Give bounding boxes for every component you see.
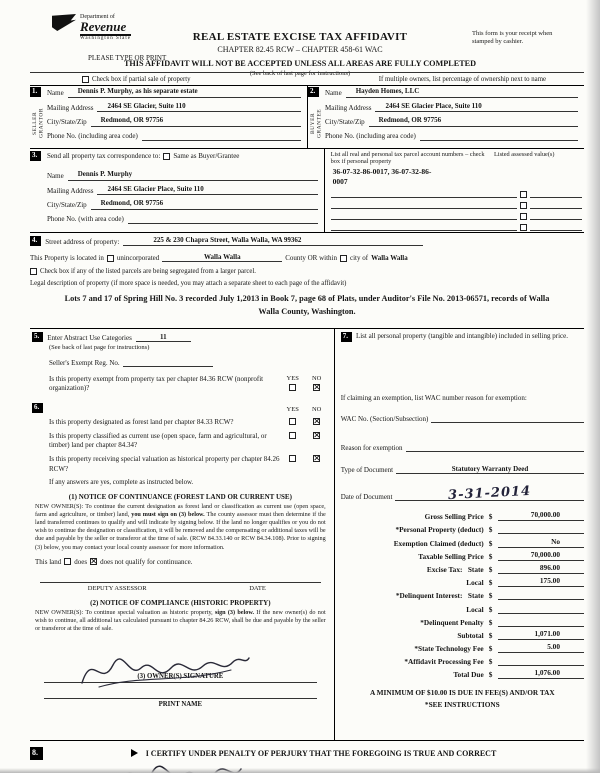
money-value-field[interactable]: 896.00 [498,563,584,574]
form-title: REAL ESTATE EXCISE TAX AFFIDAVIT [192,31,408,43]
print-name-line[interactable] [44,698,317,699]
city-of-label: city of [350,254,369,262]
money-value-field[interactable] [498,657,584,666]
assessed-values-header: Listed assessed value(s) [493,151,555,158]
buyer-name-field[interactable]: Hayden Homes, LLC [346,88,578,98]
partial-sale-label: Check box if partial sale of property [92,75,191,83]
dor-flag-icon [52,14,76,31]
wac-number-field[interactable] [431,415,584,423]
seller-phone-field[interactable] [142,132,301,141]
money-label: Local [466,578,484,588]
multiple-owners-note: If multiple owners, list percentage of ownership next to name [378,75,546,83]
wac-number-label: WAC No. (Section/Subsection) [340,415,429,423]
corr-mailing-field[interactable]: 2464 SE Glacier Place, Suite 110 [97,186,317,196]
does-not-label: does not qualify for continuance. [100,557,193,566]
dollar-sign: $ [488,670,493,680]
parcel-header: List all real and personal tax parcel account numbers – check box if personal property [330,151,485,166]
section-5-number: 5. [32,332,43,342]
parcel-row [331,209,582,220]
question-text: Is this property exempt from property tax per chapter 84.36 RCW (nonprofit organization)? [49,375,264,393]
corr-phone-field[interactable] [128,215,318,224]
checkbox-land-does-not[interactable] [90,558,97,565]
money-label: *Personal Property (deduct) [395,525,484,535]
type-or-print-label: PLEASE TYPE OR PRINT [88,54,167,62]
dollar-sign: $ [488,604,493,614]
seller-name-field[interactable]: Dennis P. Murphy, as his separate estate [68,88,301,98]
question-text: Is this property classified as current use (open space, farm and agricultural, or timber) land per chapter 84.34? [49,432,267,450]
question-current-use [32,432,329,450]
dollar-sign: $ [488,657,493,667]
personal-property-blank-area[interactable] [341,342,584,394]
exempt-reg-field[interactable] [123,359,213,367]
send-correspondence-label: Send all property tax correspondence to: [47,152,161,160]
document-type-field[interactable]: Statutory Warranty Deed [396,465,584,474]
date-label: DATE [249,584,266,592]
corr-name-field[interactable]: Dennis P. Murphy [68,171,318,181]
checkbox-partial-sale[interactable] [82,76,89,83]
buyer-grantee-label: BUYER GRANTEE [310,108,323,138]
money-row-excise-state [341,561,584,574]
same-as-buyer-label: Same as Buyer/Grantee [173,152,240,160]
money-row-processing-fee [341,653,584,666]
section-3-correspondence [30,148,584,232]
document-date-field[interactable] [395,483,584,504]
street-address-label: Street address of property: [45,238,120,246]
dollar-sign: $ [488,512,493,522]
money-row-personal [341,521,584,534]
this-land-label: This land [35,557,62,566]
corr-mailing-label: Mailing Address [47,186,94,195]
section-3-number: 3. [30,151,41,161]
parcel-row [331,220,582,231]
money-label: *State Technology Fee [414,644,484,654]
buyer-mailing-field[interactable]: 2464 SE Glacier Place, Suite 110 [375,103,578,113]
seller-name-label: Name [47,89,64,97]
checkbox-city[interactable] [340,255,347,262]
checkbox-personal-property-3[interactable] [520,213,527,220]
checkbox-historic-yes[interactable] [289,455,296,462]
notice-compliance-title: (2) NOTICE OF COMPLIANCE (HISTORIC PROPERTY) [90,598,271,607]
checkbox-historic-no[interactable] [313,455,320,462]
assessed-value-line[interactable] [530,219,582,220]
parcel-number-line[interactable] [331,208,517,209]
section-7-column [335,329,584,740]
money-value-field[interactable]: 1,071.00 [498,629,584,640]
city-field[interactable]: Walla Walla [371,254,408,262]
section-4-property [30,232,584,328]
section-4-number: 4. [30,236,41,246]
money-label: Taxable Selling Price [418,551,484,561]
money-value-field[interactable]: No [498,537,584,548]
money-value-field[interactable]: 70,000.00 [498,510,584,521]
located-in-label: This Property is located in [30,254,104,262]
checkbox-exempt-yes[interactable] [289,384,296,391]
buyer-phone-label: Phone No. (including area code) [325,132,416,141]
money-table [341,508,584,679]
checkbox-personal-property-1[interactable] [520,191,527,198]
section-8-number: 8. [30,747,43,760]
money-label: Excise Tax: State [426,564,484,574]
handwritten-date: 3-31-2014 [447,483,532,504]
does-label: does [74,557,88,566]
dollar-sign: $ [488,617,493,627]
money-row-delinquent-state [341,587,584,600]
money-row-total-due [341,666,584,679]
money-label: Local [466,604,484,614]
section-5-see-back: (See back of last page for instructions) [49,344,150,351]
question-historic [32,455,329,473]
corr-name-label: Name [47,172,64,180]
dollar-sign: $ [488,578,493,588]
money-value-field[interactable]: 175.00 [498,576,584,587]
seller-mailing-label: Mailing Address [47,103,94,112]
checkbox-current-use-no[interactable] [313,432,320,439]
dollar-sign: $ [488,591,493,601]
buyer-name-label: Name [325,89,342,97]
checkbox-same-as-buyer[interactable] [163,153,170,160]
checkbox-current-use-yes[interactable] [289,432,296,439]
assessed-value-line[interactable] [530,208,582,209]
section-2-number: 2. [308,87,319,97]
document-date-label: Date of Document [340,493,393,501]
money-row-delinquent-local [341,600,584,613]
unincorporated-label: unincorporated [116,254,160,262]
sections-5-6-column [30,329,335,740]
question-property-tax-exempt [32,375,329,393]
dollar-sign: $ [488,644,493,654]
seller-phone-label: Phone No. (including area code) [47,132,138,141]
grantor-signature [115,753,245,773]
correspondence-left [30,149,324,232]
abstract-categories-field[interactable]: 11 [136,333,191,342]
checkbox-personal-property-4[interactable] [520,224,527,231]
parties-section [30,85,584,148]
money-label: *Affidavit Processing Fee [404,657,484,667]
exemption-reason-label: Reason for exemption [340,444,403,452]
money-row-tech-fee [341,640,584,653]
money-label: *Delinquent Interest: State [395,591,484,601]
checkbox-segregated[interactable] [30,268,37,275]
certify-statement: I CERTIFY UNDER PENALTY OF PERJURY THAT THE FOREGOING IS TRUE AND CORRECT [43,747,584,758]
section-7-number: 7. [341,332,352,342]
money-value-field[interactable] [498,618,584,627]
money-value-field[interactable] [498,591,584,600]
yes-label: YES [286,375,299,382]
money-row-excise-local [341,574,584,587]
scan-edge-right [586,0,600,773]
money-row-delinquent-penalty [341,614,584,627]
see-instructions-note: *SEE INSTRUCTIONS [424,700,500,710]
seller-csz-field[interactable]: Redmond, OR 97756 [91,117,301,127]
seller-grantor-label: SELLER GRANTOR [32,108,45,138]
money-row-subtotal [341,627,584,640]
receipt-note: This form is your receipt when stamped by cashier. [472,30,553,46]
yes-label: YES [286,406,299,414]
deputy-assessor-row [40,582,321,592]
parcel-numbers[interactable]: 36-07-32-86-0017, 36-07-32-86- 0007 [332,167,432,186]
notice-compliance-body: NEW OWNER(S): To continue special valuation as historic property, sign (3) below. If the new owner(s) do not wish to continue, all additional tax calculated pursuant to chapter 84.26 RCW, shall be due and payable by the seller or transferor at the time of sale. [35,608,326,633]
section-2-buyer [307,86,584,148]
document-type-label: Type of Document [340,466,394,474]
money-value-field[interactable] [498,605,584,614]
street-address-field[interactable]: 225 & 230 Chapra Street, Walla Walla, WA 99362 [123,236,423,246]
checkbox-forest-yes[interactable] [289,418,296,425]
buyer-mailing-label: Mailing Address [325,103,372,112]
question-forest-land [32,418,329,427]
minimum-fee-note: A MINIMUM OF $10.00 IS DUE IN FEE(S) AND/OR TAX [369,688,555,698]
money-label: Exemption Claimed (deduct) [393,538,484,548]
exemption-claim-label: If claiming an exemption, list WAC number reason for exemption: [340,394,527,402]
legal-description-label: Legal description of property (if more space is needed, you may attach a separate sheet to each page of the affidavit) [30,280,347,287]
deputy-assessor-label: DEPUTY ASSESSOR [87,584,147,592]
money-value-field[interactable]: 1,076.00 [498,668,584,679]
money-value-field[interactable] [498,525,584,534]
assessed-value-line[interactable] [530,197,582,198]
abstract-categories-label: Enter Abstract Use Categories [47,334,132,342]
seller-csz-label: City/State/Zip [47,118,87,127]
logo-name-text: Revenue [80,20,131,36]
chapter-line: CHAPTER 82.45 RCW – CHAPTER 458-61 WAC [217,45,383,54]
buyer-csz-field[interactable]: Redmond, OR 97756 [369,117,578,127]
checkbox-forest-no[interactable] [313,418,320,425]
exempt-reg-label: Seller's Exempt Reg. No. [49,359,120,367]
money-row-gross [341,508,584,521]
parcel-number-line[interactable] [331,219,517,220]
parcel-list-panel [324,149,584,232]
question-text: Is this property receiving special valuation as historical property per chapter 84.26 RCW? [49,455,280,473]
owner-signature [77,643,252,693]
dollar-sign: $ [488,538,493,548]
personal-property-label: List all personal property (tangible and intangible) included in selling price. [355,332,569,340]
owner-signature-area [32,673,329,708]
money-value-field[interactable]: 70,000.00 [498,550,584,561]
corr-phone-label: Phone No. (with area code) [47,215,124,224]
money-label: Gross Selling Price [424,512,484,522]
owner-signature-line[interactable]: (3) OWNER(S) SIGNATURE [44,673,317,683]
money-value-field[interactable]: 5.00 [498,642,584,653]
no-label: NO [311,406,322,414]
notice-continuance-title: (1) NOTICE OF CONTINUANCE (FOREST LAND OR CURRENT USE) [68,492,292,501]
buyer-phone-field[interactable] [420,132,578,141]
question-text: Is this property designated as forest land per chapter 84.33 RCW? [49,418,234,427]
checkbox-unincorporated[interactable] [107,255,114,262]
segregated-label: Check box if any of the listed parcels are being segregated from a larger parcel. [40,268,256,275]
checkbox-exempt-no[interactable] [313,384,320,391]
exemption-reason-field[interactable] [406,444,584,452]
money-label: Subtotal [457,630,484,640]
parcel-row [331,187,582,198]
main-columns [30,328,584,740]
dollar-sign: $ [488,630,493,640]
corr-csz-label: City/State/Zip [47,201,87,210]
logo-dept-text: Department of [80,14,115,20]
money-row-exemption [341,534,584,547]
warning-line: THIS AFFIDAVIT WILL NOT BE ACCEPTED UNLESS ALL AREAS ARE FULLY COMPLETED [123,59,477,68]
see-back-note: (See back of last page for instructions) [249,70,351,77]
checkbox-personal-property-2[interactable] [520,202,527,209]
section-1-number: 1. [30,87,41,97]
notice-continuance-body: NEW OWNER(S): To continue the current designation as forest land or classification as current use (open space, farm and agriculture, or timber) land, you must sign on (3) below. The county assessor must then determine if the land transferred continues to qualify and will indicate by signing below. If the land no longer qualifies or you do not wish to continue the designation or classification, it will be removed and the compensating or additional taxes will be due and payable by the seller or transferor at the time of sale. (RCW 84.33.140 or RCW 84.34.108). Prior to signing (3) below, you may contact your local county assessor for more information. [35,502,326,551]
buyer-csz-label: City/State/Zip [325,118,365,127]
if-yes-note: If any answers are yes, complete as instructed below. [49,478,194,486]
seller-mailing-field[interactable]: 2464 SE Glacier, Suite 110 [97,103,301,113]
parcel-row [331,198,582,209]
no-label: NO [311,375,322,382]
county-field[interactable]: Walla Walla [162,253,282,262]
corr-csz-field[interactable]: Redmond, OR 97756 [91,200,318,210]
money-row-taxable [341,548,584,561]
partial-sale-row [30,72,584,85]
county-or-label: County OR within [285,254,337,262]
dollar-sign: $ [488,551,493,561]
checkbox-land-does[interactable] [64,558,71,565]
section-8-certify [30,740,584,773]
print-name-label: PRINT NAME [158,701,203,709]
continuance-qualify-row [32,558,329,566]
logo-sub-text: Washington State [80,36,132,41]
dollar-sign: $ [488,525,493,535]
form-header [0,6,600,77]
money-label: Total Due [453,670,484,680]
legal-description-field[interactable]: Lots 7 and 17 of Spring Hill No. 3 recorded July 1,2013 in Book 7, page 68 of Plats, under Auditor's File No. 2013-06571, records of Walla Walla County, Washington. [64,294,550,316]
section-6-number: 6. [32,403,43,413]
dollar-sign: $ [488,564,493,574]
parcel-number-line[interactable] [331,197,517,198]
money-label: *Delinquent Penalty [420,617,484,627]
section-1-seller [30,86,307,148]
